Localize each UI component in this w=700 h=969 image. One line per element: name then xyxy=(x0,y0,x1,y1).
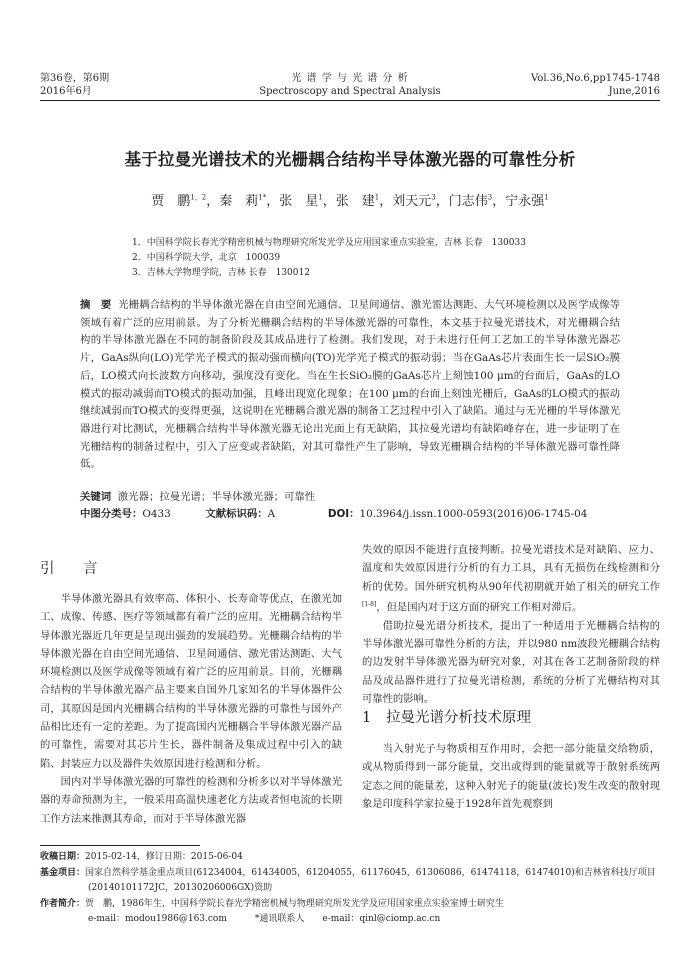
doc-code-label: 文献标识码： xyxy=(205,508,268,520)
journal-pages-info xyxy=(531,72,660,98)
section-1-title: 拉曼光谱分析技术原理 xyxy=(386,710,531,726)
author-2: 秦 莉$^{1*}$ xyxy=(219,193,267,209)
section-1-body xyxy=(362,740,660,813)
issue-date: 2016年6月 xyxy=(40,86,92,97)
right-column xyxy=(362,541,660,708)
keywords-label: 关键词 xyxy=(80,491,112,503)
intro-paragraph-1: 半导体激光器具有效率高、体积小、长寿命等优点，在激光加工、成像、传感、医疗等领域都有着广泛的应用。光栅耦合结构半导体激光器近几年更是呈现出强劲的发展趋势。光栅耦合结构的半导体激光器在自由空间光通信、卫星间通信、激光雷达测距、大气环境检测以及医学成像等领域有着广泛的应用前景。目前，光栅耦合结构的半导体激光器产品主要来自国外几家知名的半导体器件公司，其原因是国内光栅耦合结构的半导体激光器的可靠性与国外产品相比还有一定的差距。为了提高国内光栅耦合半导体激光器产品的可靠性，需要对其芯片生长、器件制备及集成过程中引入的缺陷、封装应力以及器件失效原因进行检测和分析。 xyxy=(40,593,342,770)
doi-value: 10.3964/j.issn.1000-0593(2016)06-1745-04 xyxy=(359,508,588,520)
section-1-paragraph: 当入射光子与物质相互作用时，会把一部分能量交给物质，或从物质得到一部分能量，交出或得到的能量就等于散射系统两定态之间的能量差，这种入射光子的能量(波长)发生改变的散射现象是印度科学家拉曼于1928年首先观察到 xyxy=(362,743,660,810)
section-1-number: 1 xyxy=(362,710,372,726)
author-5: 刘天元$^3$ xyxy=(392,193,436,209)
abstract-text: 光栅耦合结构的半导体激光器在自由空间光通信、卫星间通信、激光雷达测距、大气环境检测以及医学成像等领域有着广泛的应用前景。为了分析光栅耦合结构的半导体激光器的可靠性，本文基于拉曼光谱技术，对光栅耦合结构的半导体激光器在不同的制备阶段及其成品进行了检测。我们发现，对于未进行任何工艺加工的半导体激光器芯片，GaAs纵向(LO)光学光子模式的振动强而横向(TO)光学光子模式的振动弱；当在GaAs芯片表面生长一层SiO₂膜后，LO模式向长波数方向移动，强度没有变化。当在生长SiO₂膜的GaAs芯片上刻蚀100 μm的台面后，GaAs的LO模式的振动减弱而TO模式的振动加强，且峰出现宽化现象；在100 μm的台面上刻蚀光栅后，GaAs的LO模式的振动继续减弱而TO模式的变得更强，这说明在光栅耦合激光器的制备工艺过程中引入了缺陷。通过与无光栅的半导体激光器进行对比测试，光栅耦合结构半导体激光器无论出光面上有无缺陷，其拉曼光谱均有缺陷峰存在，进一步证明了在光栅结构的制备过程中，引入了应变或者缺陷，对其可靠性产生了影响，导致光栅耦合结构的半导体激光器可靠性降低。 xyxy=(80,299,621,471)
left-column xyxy=(40,590,342,828)
email-line xyxy=(40,912,660,928)
clc-value: O433 xyxy=(142,508,171,520)
author-1: 贾 鹏$^{1,2}$ xyxy=(151,193,207,209)
doi-label: DOI： xyxy=(327,508,360,520)
journal-name-en: Spectroscopy and Spectral Analysis xyxy=(259,86,441,97)
author-6: 门志伟$^3$ xyxy=(448,193,493,209)
intro-paragraph-2: 国内对半导体激光器的可靠性的检测和分析多以对半导体激光器的寿命预测为主，一般采用高温快速老化方法或者恒电流的长期工作方法来推测其寿命，而对于半导体激光器 xyxy=(40,775,342,825)
abstract-label: 摘 要 xyxy=(80,299,112,311)
footnotes xyxy=(40,850,660,928)
affiliation-2: 2．中国科学院大学，北京 100039 xyxy=(132,253,281,263)
paper-title: 基于拉曼光谱技术的光栅耦合结构半导体激光器的可靠性分析 xyxy=(124,150,576,169)
corresponding-author: *通讯联系人 e-mail：qinl@ciomp.ac.cn xyxy=(254,914,441,924)
affiliation-list xyxy=(132,236,526,281)
affiliation-3: 3．吉林大学物理学院，吉林 长春 130012 xyxy=(132,268,310,278)
journal-name-cn: 光 谱 学 与 光 谱 分 析 xyxy=(291,73,409,84)
intro-heading: 引 言 xyxy=(40,561,105,577)
fund-note: 基金项目：国家自然科学基金重点项目(61234004，61434005，61204055，61176045，61306086，61474118，61474010)和吉林省科技厅项目 xyxy=(40,867,656,878)
pub-date-en: June,2016 xyxy=(608,86,660,97)
author-email: e-mail：modou1986@163.com xyxy=(88,914,227,924)
keywords xyxy=(80,489,620,506)
author-7: 宁永强$^1$ xyxy=(505,193,549,209)
keywords-text: 激光器；拉曼光谱；半导体激光器；可靠性 xyxy=(117,491,316,503)
doc-code-value: A xyxy=(267,508,276,520)
vol-no-pages: Vol.36,No.6,pp1745-1748 xyxy=(531,73,660,84)
abstract xyxy=(80,297,620,474)
intro-paragraph-3: 借助拉曼光谱分析技术，提出了一种适用于光栅耦合结构的半导体激光器可靠性分析的方法，并以980 nm波段光栅耦合结构的边发射半导体激光器为研究对象，对其在各工艺制备阶段的样品及成品器件进行了拉曼光谱检测，系统的分析了光栅结构对其可靠性的影响。 xyxy=(362,619,660,705)
header-rule xyxy=(40,100,660,101)
author-list: 贾 鹏$^{1,2}$，秦 莉$^{1*}$，张 星$^1$，张 建$^1$，刘天元$^3$，门志伟$^3$，宁永强$^1$ xyxy=(151,193,549,209)
intro-continuation: 失效的原因不能进行直接判断。拉曼光谱技术是对缺陷、应力、温度和失效原因进行分析的有力工具，具有无损伤在线检测和分析的优势。国外研究机构从90年代初期就开始了相关的研究工作[1-8]，但是国内对于这方面的研究工作相对滞后。 xyxy=(362,544,660,614)
author-4: 张 建$^1$ xyxy=(335,193,380,209)
footnote-rule xyxy=(40,845,200,846)
clc-label: 中图分类号： xyxy=(80,508,143,520)
author-bio-note: 作者简介：贾 鹏，1986年生，中国科学院长春光学精密机械与物理研究所发光学及应用国家重点实验室博士研究生 xyxy=(40,898,504,909)
fund-note-cont: (20140101172JC，20130206006GX)资助 xyxy=(88,883,273,893)
received-note: 收稿日期：2015-02-14，修订日期：2015-06-04 xyxy=(40,852,243,862)
affiliation-1: 1．中国科学院长春光学精密机械与物理研究所发光学及应用国家重点实验室，吉林 长春 130033 xyxy=(132,238,526,248)
volume-issue: 第36卷，第6期 xyxy=(40,73,110,84)
section-1-heading xyxy=(362,706,531,727)
classification-row xyxy=(80,506,620,523)
citation-ref: [1-8] xyxy=(362,600,377,608)
author-3: 张 星$^1$ xyxy=(279,193,323,209)
